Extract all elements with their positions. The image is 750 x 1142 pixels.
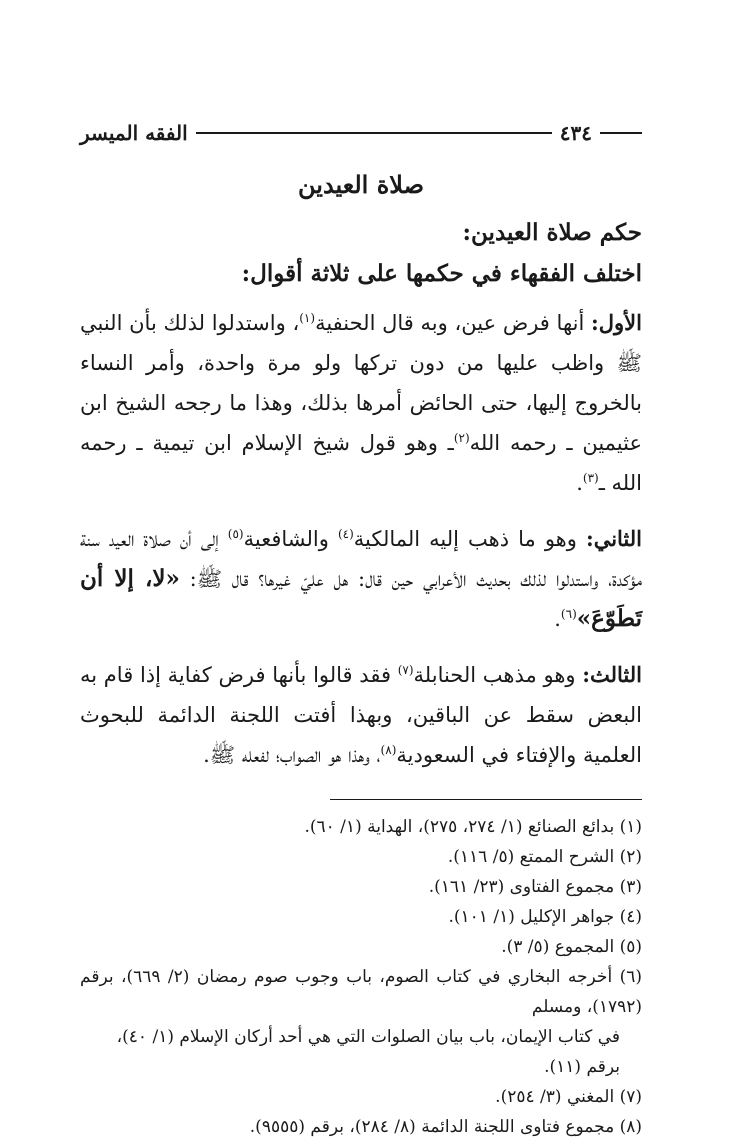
paragraph-text: ـ وهو قول شيخ الإسلام ابن تيمية ـ رحمه الله ـ <box>80 431 642 495</box>
footnote-ref[interactable]: (١) <box>299 311 316 325</box>
header-rule-short <box>600 132 642 134</box>
footnote-ref[interactable]: (٢) <box>453 431 470 445</box>
footnote-7: (٧) المغني (٣/ ٢٥٤). <box>495 1087 642 1107</box>
paragraph-second-opinion <box>80 519 642 639</box>
footnote-3: (٣) مجموع الفتاوى (٢٣/ ١٦١). <box>428 877 642 897</box>
book-title: الفقه الميسر <box>80 121 188 145</box>
paragraph-text: ، وهذا هو الصواب؛ لفعله ﷺ. <box>203 743 381 767</box>
paragraph-third-opinion <box>80 655 642 775</box>
footnote-ref[interactable]: (٧) <box>397 663 414 677</box>
footnote-8: (٨) مجموع فتاوى اللجنة الدائمة (٨/ ٢٨٤)، برقم (٩٥٥٥). <box>249 1117 642 1137</box>
footnote-ref[interactable]: (٦) <box>560 607 577 621</box>
paragraph-text: إلى أن صلاة العيد سنة مؤكدة، واستدلوا لذلك بحديث الأعرابي حين قال: هل عليّ غيرها؟ قال ﷺ: <box>80 527 643 591</box>
footnote-4: (٤) جواهر الإكليل (١/ ١٠١). <box>448 907 642 927</box>
section-heading: حكم صلاة العيدين: <box>462 219 642 246</box>
footnote-ref[interactable]: (٨) <box>380 743 397 757</box>
paragraph-text: وهو ما ذهب إليه المالكية <box>353 527 586 551</box>
paragraph-text: ، واستدلوا لذلك بأن النبي ﷺ واظب عليها من دون تركها ولو مرة واحدة، وأمر النساء بالخروج إليها، حتى الحائض أمرها بذلك، وهذا ما رجحه الشيخ ابن عثيمين ـ رحمه الله <box>80 311 643 455</box>
paragraph-text: . <box>554 607 561 631</box>
paragraph-lead: الثاني: <box>585 526 643 551</box>
page-number: ٤٣٤ <box>559 121 592 145</box>
hadith-quote: «لا، إلا أن تَطَوّعَ» <box>80 565 642 632</box>
paragraph-text: . <box>576 471 583 495</box>
footnote-separator <box>330 799 642 800</box>
footnote-1: (١) بدائع الصنائع (١/ ٢٧٤، ٢٧٥)، الهداية (١/ ٦٠). <box>304 817 642 837</box>
paragraph-lead: الثالث: <box>582 662 642 687</box>
intro-line: اختلف الفقهاء في حكمها على ثلاثة أقوال: <box>241 260 642 287</box>
footnote-6: (٦) أخرجه البخاري في كتاب الصوم، باب وجوب صوم رمضان (٢/ ٦٦٩)، برقم (١٧٩٢)، ومسلم <box>80 967 642 1017</box>
paragraph-text: فقد قالوا بأنها فرض كفاية إذا قام به البعض سقط عن الباقين، وبهذا أفتت اللجنة الدائمة للبحوث العلمية والإفتاء في السعودية <box>80 663 642 767</box>
footnote-ref[interactable]: (٤) <box>337 527 354 541</box>
footnote-2: (٢) الشرح الممتع (٥/ ١١٦). <box>447 847 642 867</box>
footnote-5: (٥) المجموع (٥/ ٣). <box>501 937 642 957</box>
chapter-title: صلاة العيدين <box>298 170 424 199</box>
footnotes <box>80 812 642 1142</box>
paragraph-first-opinion <box>80 303 642 503</box>
header-rule-long <box>196 132 552 134</box>
footnote-ref[interactable]: (٣) <box>582 471 599 485</box>
footnote-ref[interactable]: (٥) <box>227 527 244 541</box>
paragraph-text: أنها فرض عين، وبه قال الحنفية <box>315 311 592 335</box>
paragraph-text: وهو مذهب الحنابلة <box>413 663 583 687</box>
paragraph-lead: الأول: <box>591 310 642 335</box>
footnote-6-continued: في كتاب الإيمان، باب بيان الصلوات التي هي أحد أركان الإسلام (١/ ٤٠)، برقم (١١). <box>116 1027 620 1077</box>
running-header <box>80 118 642 148</box>
paragraph-text: والشافعية <box>243 527 338 551</box>
